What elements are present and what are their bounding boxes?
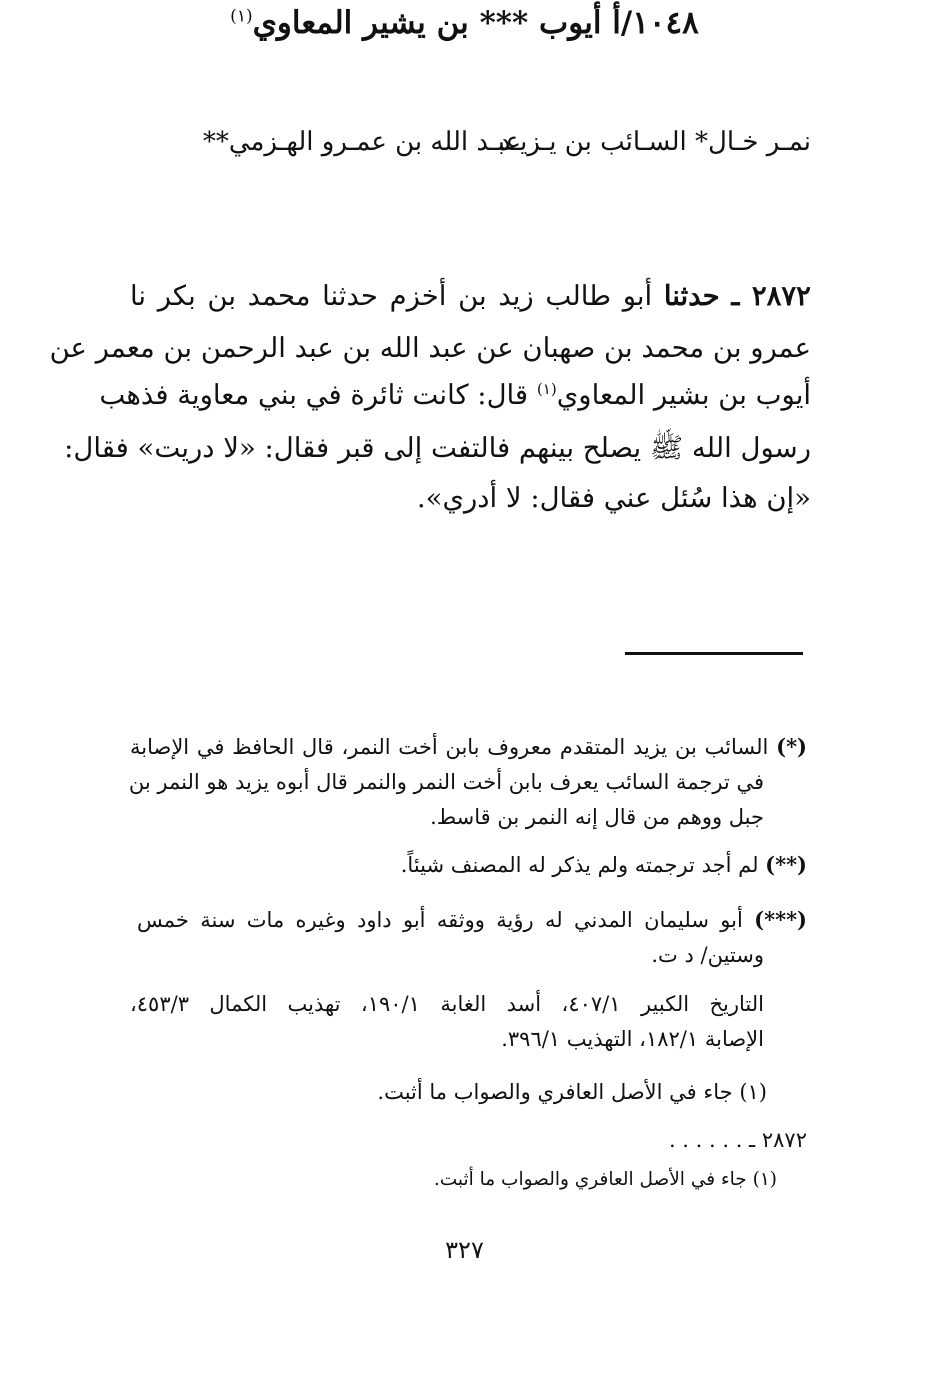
footnote-3-line-2: وستين/ د ت. bbox=[651, 943, 764, 967]
hadith-number: ٢٨٧٢ ـ bbox=[731, 280, 811, 312]
footnote-6: (١) جاء في الأصل العافري والصواب ما أثبت. bbox=[433, 1169, 777, 1190]
page-number: ٣٢٧ bbox=[445, 1236, 484, 1264]
hadith-line-5: «إن هذا سُئل عني فقال: لا أدري». bbox=[416, 482, 811, 514]
footnote-divider bbox=[625, 652, 803, 655]
footnote-3-line-1 bbox=[137, 903, 807, 937]
entry-number: ١٠٤٨/أ bbox=[612, 5, 699, 41]
entry-footnote-ref: (١) bbox=[230, 6, 253, 27]
hadith-line-4: رسول الله ﷺ يصلح بينهم فالتفت إلى قبر فقال: «لا دريت» فقال: bbox=[64, 432, 811, 464]
entry-heading bbox=[0, 0, 929, 46]
footnote-1-line-1 bbox=[130, 730, 807, 764]
hadith-line-1 bbox=[130, 271, 811, 321]
footnote-2 bbox=[130, 848, 807, 882]
hadith-footnote-ref: (١) bbox=[536, 379, 557, 398]
footnote-3-refs-1: التاريخ الكبير ٤٠٧/١، أسد الغابة ١٩٠/١، تهذيب الكمال ٤٥٣/٣، bbox=[130, 992, 765, 1016]
footnote-1-line-1-text: السائب بن يزيد المتقدم معروف بابن أخت النمر، قال الحافظ في الإصابة bbox=[130, 735, 769, 759]
footnote-2-text: لم أجد ترجمته ولم يذكر له المصنف شيئاً. bbox=[400, 853, 759, 877]
hadith-line-3-b: قال: كانت ثائرة في بني معاوية فذهب bbox=[99, 379, 529, 411]
hadith-haddathana: حدثنا bbox=[663, 280, 720, 312]
footnote-4: (١) جاء في الأصل العافري والصواب ما أثبت. bbox=[377, 1080, 767, 1104]
hadith-line-1-text: أبو طالب زيد بن أخزم حدثنا محمد بن بكر نا bbox=[130, 280, 653, 312]
footnote-3-line-1-text: أبو سليمان المدني له رؤية ووثقه أبو داود وغيره مات سنة خمس bbox=[137, 908, 743, 932]
footnote-2-mark: (**) bbox=[765, 852, 807, 877]
footnote-3-refs-2: الإصابة ١٨٢/١، التهذيب ٣٩٦/١. bbox=[501, 1027, 764, 1051]
footnote-1-mark: (*) bbox=[776, 734, 807, 759]
footnote-3-mark: (***) bbox=[754, 907, 807, 932]
footnote-5: ٢٨٧٢ ـ . . . . . . bbox=[668, 1128, 807, 1152]
hadith-line-3-a: أيوب بن بشير المعاوي bbox=[556, 379, 811, 411]
header-left: عبـد الله بن عمـرو الهـزمي** bbox=[202, 127, 521, 157]
header-right: نمـر خـال* السـائب بن يـزيـد bbox=[498, 127, 811, 157]
footnote-1-line-2: في ترجمة السائب يعرف بابن أخت النمر والنمر قال أبوه يزيد هو النمر بن bbox=[128, 770, 764, 794]
entry-name: أيوب *** بن يشير المعاوي bbox=[252, 5, 602, 41]
hadith-line-2: عمرو بن محمد بن صهبان عن عبد الله بن عبد الرحمن بن معمر عن bbox=[49, 332, 811, 364]
footnote-1-line-3: جبل ووهم من قال إنه النمر بن قاسط. bbox=[430, 805, 764, 829]
hadith-line-3 bbox=[99, 370, 811, 420]
